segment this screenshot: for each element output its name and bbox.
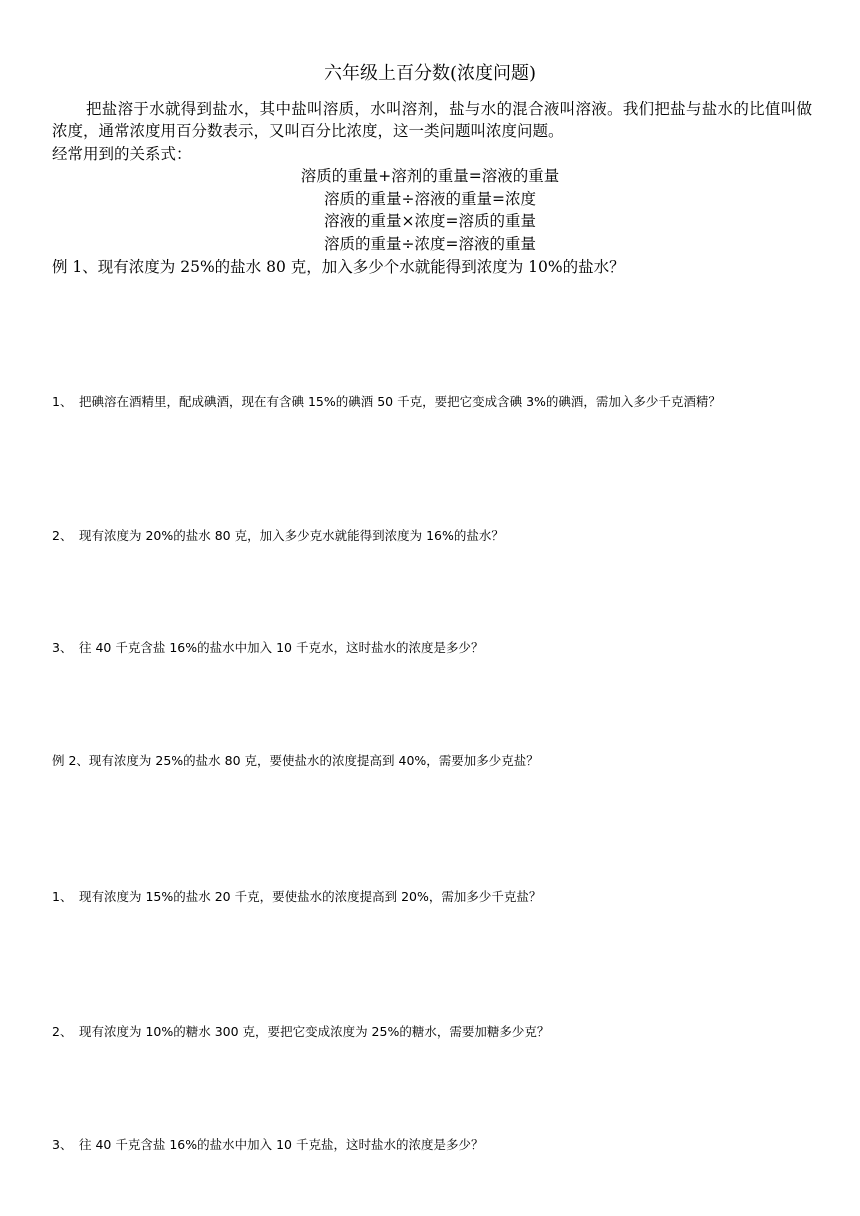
question-text: 把碘溶在酒精里，配成碘酒，现在有含碘 15%的碘酒 50 千克，要把它变成含碘 3%的碘酒，需加入多少千克酒精？ [79, 394, 721, 409]
question-number: 2、 [52, 1024, 73, 1039]
question-number: 3、 [52, 1137, 73, 1152]
formula-line: 溶质的重量÷溶液的重量=浓度 [324, 189, 536, 208]
example-1: 例 1、现有浓度为 25%的盐水 80 克，加入多少个水就能得到浓度为 10%的盐水？ [52, 258, 625, 276]
formula-line: 溶液的重量×浓度=溶质的重量 [324, 212, 536, 230]
question-text: 现有浓度为 15%的盐水 20 千克，要使盐水的浓度提高到 20%，需加多少千克盐？ [79, 889, 542, 904]
formula-lead: 经常用到的关系式： [52, 145, 192, 163]
question-1-3 [52, 637, 812, 659]
question-text: 现有浓度为 10%的糖水 300 克，要把它变成浓度为 25%的糖水，需要加糖多少克？ [79, 1024, 550, 1039]
question-text: 现有浓度为 20%的盐水 80 克，加入多少克水就能得到浓度为 16%的盐水？ [79, 528, 504, 543]
formula-line: 溶质的重量+溶剂的重量=溶液的重量 [300, 167, 560, 185]
page-title: 六年级上百分数(浓度问题) [323, 63, 537, 84]
question-text: 往 40 千克含盐 16%的盐水中加入 10 千克盐，这时盐水的浓度是多少？ [79, 1137, 484, 1152]
question-number: 3、 [52, 640, 73, 655]
formula-list [0, 165, 860, 255]
example-2 [52, 750, 812, 772]
question-2-3 [52, 1134, 812, 1156]
formula-line: 溶质的重量÷浓度=溶液的重量 [324, 234, 536, 253]
question-1-2 [52, 525, 812, 547]
question-text: 往 40 千克含盐 16%的盐水中加入 10 千克水，这时盐水的浓度是多少？ [79, 640, 484, 655]
question-number: 2、 [52, 528, 73, 543]
question-1-1 [52, 391, 812, 413]
question-2-2 [52, 1021, 812, 1043]
question-2-1 [52, 886, 812, 908]
question-number: 1、 [52, 889, 73, 904]
intro-paragraph: 把盐溶于水就得到盐水，其中盐叫溶质，水叫溶剂，盐与水的混合液叫溶液。我们把盐与盐水的比值叫做浓度，通常浓度用百分数表示，又叫百分比浓度，这一类问题叫浓度问题。 [52, 100, 812, 140]
example-2-text: 例 2、现有浓度为 25%的盐水 80 克，要使盐水的浓度提高到 40%，需要加多少克盐？ [52, 753, 539, 768]
question-number: 1、 [52, 394, 73, 409]
